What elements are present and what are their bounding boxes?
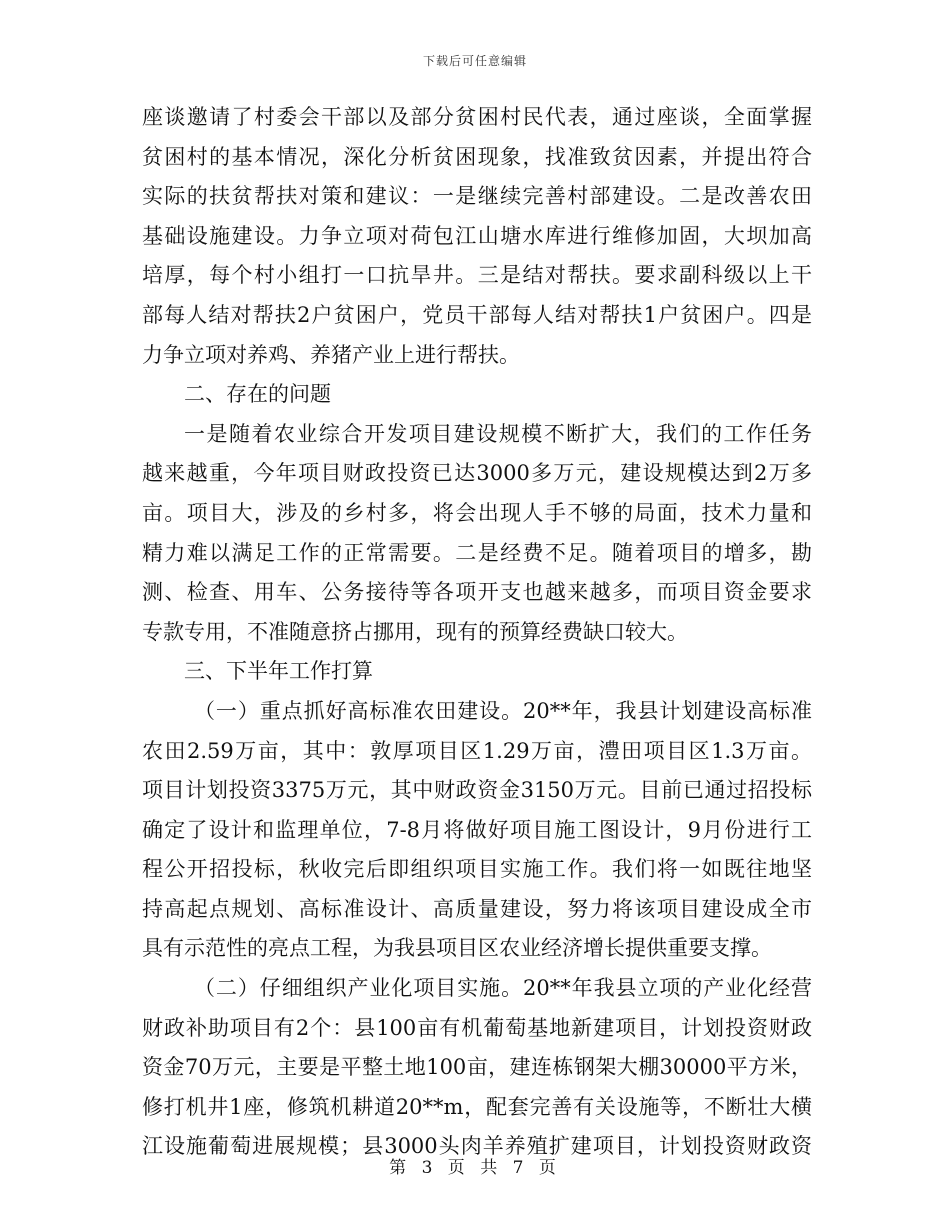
text-line: 确定了设计和监理单位，7-8月将做好项目施工图设计，9月份进行工 [142,817,812,842]
text-line: 力争立项对养鸡、养猪产业上进行帮扶。 [142,342,520,367]
text-line: 农田2.59万亩，其中：敦厚项目区1.29万亩，澧田项目区1.3万亩。 [142,738,812,763]
text-line: 测、检查、用车、公务接待等各项开支也越来越多，而项目资金要求 [142,580,812,605]
text-line: 修打机井1座，修筑机耕道20**m，配套完善有关设施等，不断壮大横 [142,1094,812,1119]
text-line: （一）重点抓好高标准农田建设。20**年，我县计划建设高标准 [194,698,812,723]
text-line: 财政补助项目有2个：县100亩有机葡萄基地新建项目，计划投资财政 [142,1015,812,1040]
text-line: 亩。项目大，涉及的乡村多，将会出现人手不够的局面，技术力量和 [142,500,812,525]
page-number-footer: 第 3 页 共 7 页 [389,1158,561,1178]
text-line: 部每人结对帮扶2户贫困户，党员干部每人结对帮扶1户贫困户。四是 [142,302,812,327]
text-line: 项目计划投资3375万元，其中财政资金3150万元。目前已通过招投标 [142,778,812,803]
text-line: 具有示范性的亮点工程，为我县项目区农业经济增长提供重要支撑。 [142,936,772,961]
text-line: （二）仔细组织产业化项目实施。20**年我县立项的产业化经营 [194,976,812,1001]
text-line: 一是随着农业综合开发项目建设规模不断扩大，我们的工作任务 [184,421,812,446]
page-header: 下载后可任意编辑 [422,54,527,68]
text-line: 基础设施建设。力争立项对荷包江山塘水库进行维修加固，大坝加高 [142,223,812,248]
section-heading: 三、下半年工作打算 [184,659,373,684]
text-line: 培厚，每个村小组打一口抗旱井。三是结对帮扶。要求副科级以上干 [142,263,812,288]
text-line: 持高起点规划、高标准设计、高质量建设，努力将该项目建设成全市 [142,896,812,921]
text-line: 江设施葡萄进展规模；县3000头肉羊养殖扩建项目，计划投资财政资 [142,1134,812,1159]
document-body [142,98,812,1167]
text-line: 实际的扶贫帮扶对策和建议：一是继续完善村部建设。二是改善农田 [142,184,812,209]
text-line: 座谈邀请了村委会干部以及部分贫困村民代表，通过座谈，全面掌握 [142,105,812,129]
text-line: 资金70万元，主要是平整土地100亩，建连栋钢架大棚30000平方米， [142,1055,812,1080]
text-line: 专款专用，不准随意挤占挪用，现有的预算经费缺口较大。 [142,619,688,644]
section-heading: 二、存在的问题 [184,382,331,407]
text-line: 精力难以满足工作的正常需要。二是经费不足。随着项目的增多，勘 [142,540,812,565]
text-line: 贫困村的基本情况，深化分析贫困现象，找准致贫因素，并提出符合 [142,144,812,169]
text-line: 程公开招投标，秋收完后即组织项目实施工作。我们将一如既往地坚 [142,857,812,882]
text-line: 越来越重，今年项目财政投资已达3000多万元，建设规模达到2万多 [142,461,812,486]
